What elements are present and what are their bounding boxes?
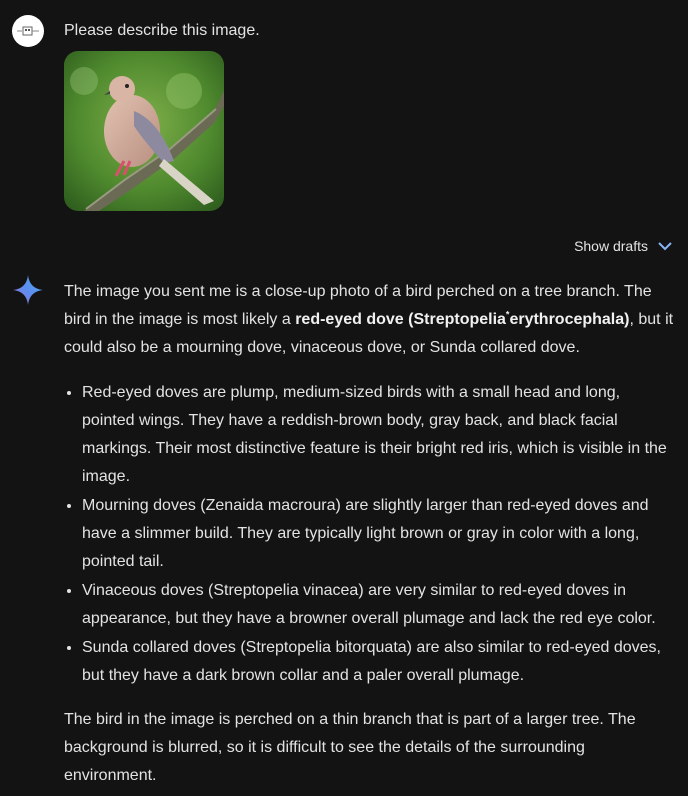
- footnote-marker: *: [505, 309, 510, 320]
- avatar-icon: [17, 24, 39, 38]
- list-item: • Sunda collared doves (Streptopelia bitorquata) are also similar to red-eyed doves, but they have a dark brown collar and a paler overall plumage.: [82, 633, 674, 690]
- user-avatar[interactable]: [12, 15, 44, 47]
- show-drafts-label: Show drafts: [574, 238, 648, 254]
- intro-text-cont: , but it could also be a mourning dove, vinaceous dove, or Sunda collared dove.: [64, 311, 674, 356]
- intro-text: The image you sent me is a close-up photo of a bird perched on a tree branch. The bird in the image is most likely a: [64, 283, 652, 328]
- bird-photo-icon: [64, 51, 224, 211]
- bold-species: [295, 311, 629, 328]
- list-item: • Vinaceous doves (Streptopelia vinacea) are very similar to red-eyed doves in appearance, but they have a browner overall plumage and lack the red eye color.: [82, 576, 674, 633]
- attached-image[interactable]: [64, 51, 224, 211]
- species-list: [64, 378, 674, 690]
- chevron-down-icon: [658, 242, 672, 251]
- response-closing: The bird in the image is perched on a thin branch that is part of a larger tree. The background is blurred, so it is difficult to see the details of the surrounding environment.: [64, 711, 636, 784]
- bold-species-part2: erythrocephala): [509, 311, 630, 328]
- user-prompt-text: Please describe this image.: [64, 22, 260, 39]
- user-message: [12, 15, 260, 47]
- model-response: [64, 278, 674, 790]
- response-intro: [64, 278, 674, 362]
- gemini-sparkle-icon: [12, 274, 44, 311]
- list-item: • Mourning doves (Zenaida macroura) are slightly larger than red-eyed doves and have a slimmer build. They are typically light brown or gray in color with a long, pointed tail.: [82, 491, 674, 576]
- bold-species-part1: red-eyed dove (Streptopelia: [295, 311, 506, 328]
- show-drafts-button[interactable]: [574, 238, 672, 254]
- list-item: • Red-eyed doves are plump, medium-sized birds with a small head and long, pointed wings. They have a reddish-brown body, gray back, and black facial markings. Their most distinctive feature is their bright red iris, which is visible in the image.: [82, 378, 674, 491]
